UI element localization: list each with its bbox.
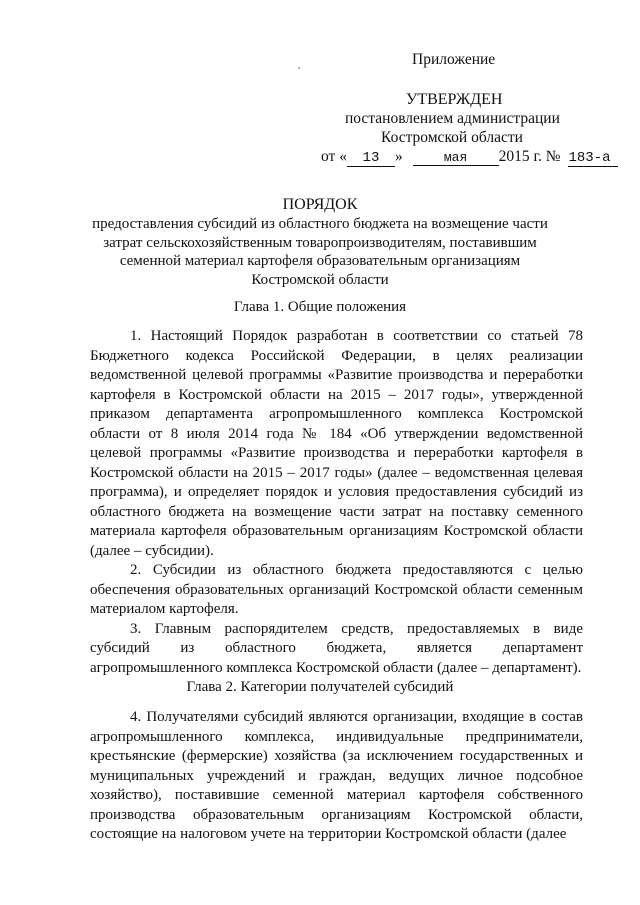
scan-speck <box>298 67 300 69</box>
title-sub-line-1: предоставления субсидий из областного бюджета на возмещение части <box>92 216 548 232</box>
document-title: ПОРЯДОК <box>282 196 358 213</box>
date-year: 2015 г. № <box>498 148 561 165</box>
paragraph-3: 3. Главным распорядителем средств, предоставляемых в виде субсидий из областного бюджета, является департамент агропромышленного комплекса Костромской области (далее – департамент). <box>90 620 583 676</box>
appendix-label: Приложение <box>412 51 496 68</box>
approval-date-line <box>321 147 618 167</box>
chapter-2-heading: Глава 2. Категории получателей субсидий <box>186 679 454 695</box>
approved-by-line1: постановлением администрации <box>345 110 560 127</box>
title-sub-line-2: затрат сельскохозяйственным товаропроизводителям, поставившим <box>103 235 537 251</box>
title-sub-line-3: семенной материал картофеля образовательным организациям <box>119 253 521 269</box>
approved-label: УТВЕРЖДЕН <box>406 91 503 108</box>
date-mid: » <box>394 148 403 165</box>
title-sub-line-4: Костромской области <box>251 272 389 288</box>
document-number: 183-а <box>568 151 618 167</box>
approved-by-line2: Костромской области <box>381 129 523 146</box>
date-day: 13 <box>347 151 395 167</box>
date-month: мая <box>413 150 499 166</box>
paragraph-4: 4. Получателями субсидий являются организации, входящие в состав агропромышленного комплекса, индивидуальные предприниматели, крестьянские (фермерские) хозяйства (за исключением государственных и муниципальных учреждений и граждан, ведущих личное подсобное хозяйство), поставившие семенной материал картофеля собственного производства образовательным организациям Костромской области, состоящие на налоговом учете на территории Костромской области (далее <box>90 709 583 842</box>
date-prefix: от « <box>321 148 347 165</box>
chapter-1-heading: Глава 1. Общие положения <box>233 299 407 315</box>
paragraph-1: 1. Настоящий Порядок разработан в соответствии со статьей 78 Бюджетного кодекса Российской Федерации, в целях реализации ведомственной целевой программы «Развитие производства и переработки картофеля в Костромской области на 2015 – 2017 годы», утвержденной приказом департамента агропромышленного комплекса Костромской области от 8 июля 2014 года № 184 «Об утверждении ведомственной целевой программы «Развитие производства и переработки картофеля в Костромской области на 2015 – 2017 годы» (далее – ведомственная целевая программа), и определяет порядок и условия предоставления субсидий из областного бюджета на возмещение части затрат на поставку семенного материала картофеля образовательным организациям Костромской области (далее – субсидии). <box>90 328 583 559</box>
paragraph-2: 2. Субсидии из областного бюджета предоставляются с целью обеспечения образовательных организаций Костромской области семенным материалом картофеля. <box>90 562 583 617</box>
chapter-1-body <box>90 327 583 678</box>
chapter-2-body <box>90 708 583 845</box>
